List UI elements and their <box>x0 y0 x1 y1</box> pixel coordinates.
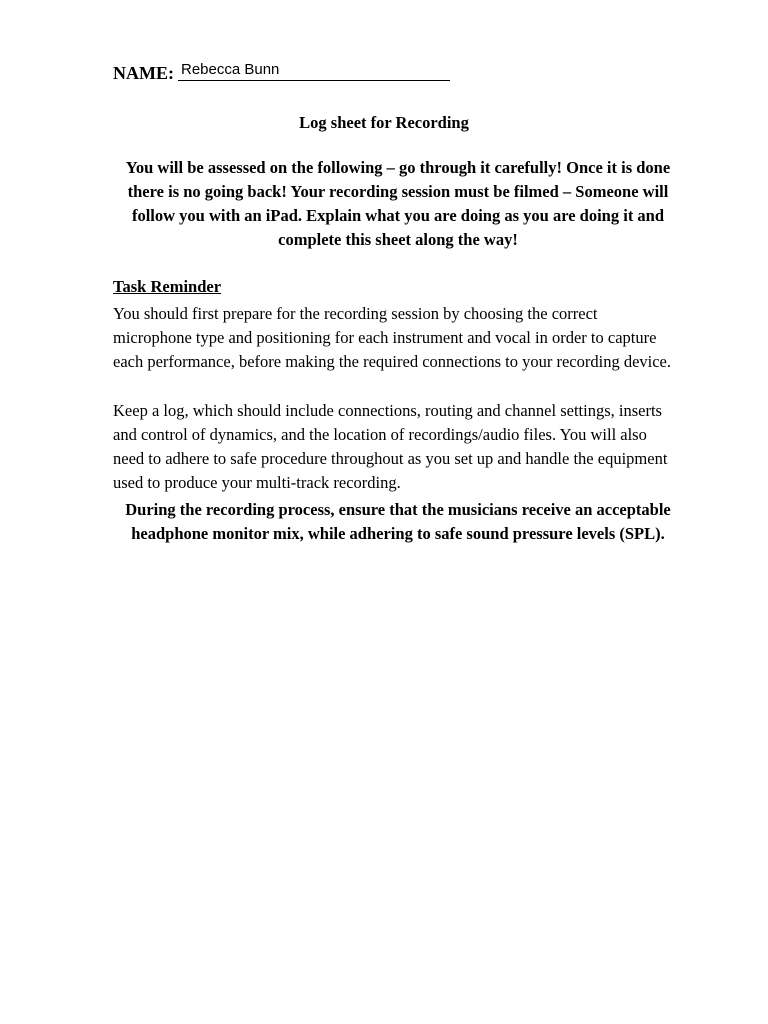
name-row <box>113 62 450 84</box>
task-paragraph-log: Keep a log, which should include connections, routing and channel settings, inserts and control of dynamics, and the location of recordings/audio files. You will also need to adhere to safe procedure throughout as you set up and handle the equipment used to produce your multi-track recording. <box>113 401 668 492</box>
assessment-note: You will be assessed on the following – go through it carefully! Once it is done there is no going back! Your recording session must be filmed – Someone will follow you with an iPad. Explain what you are doing as you are doing it and complete this sheet along the way! <box>125 158 671 249</box>
task-reminder-heading: Task Reminder <box>113 277 222 296</box>
task-paragraph-preparation: You should first prepare for the recording session by choosing the correct microphone type and positioning for each instrument and vocal in order to capture each performance, before making the required connections to your recording device. <box>113 304 672 371</box>
name-label: NAME: <box>113 63 174 83</box>
name-field[interactable]: Rebecca Bunn <box>178 61 450 81</box>
final-note: During the recording process, ensure that the musicians receive an acceptable headphone monitor mix, while adhering to safe sound pressure levels (SPL). <box>125 500 671 543</box>
document-title: Log sheet for Recording <box>299 113 469 132</box>
